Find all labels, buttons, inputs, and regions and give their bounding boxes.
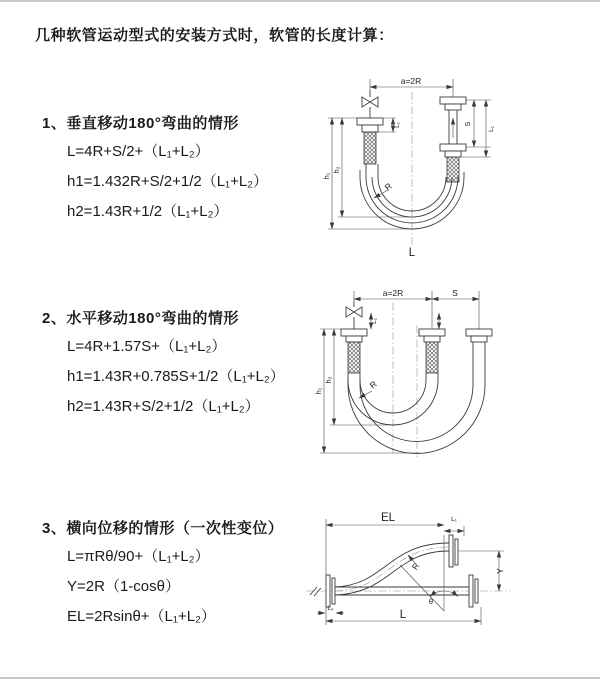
flange [440, 97, 466, 104]
middle-pipe-assembly [419, 329, 445, 373]
dim-label-y: Y [495, 568, 505, 574]
left-pipe-assembly [341, 301, 367, 373]
section-2-heading: 2、水平移动180°弯曲的情形 [42, 310, 239, 327]
section-1-formula-3: h2=1.43R+1/2（L₁+L₂） [67, 203, 229, 220]
section-2-formula-2: h1=1.43R+0.785S+1/2（L₁+L₂） [67, 368, 285, 385]
valve-icon [362, 97, 378, 107]
braided-section [364, 132, 376, 164]
flange [357, 118, 383, 125]
dimensions [328, 79, 491, 229]
dim-label-l1: L₁ [394, 122, 401, 128]
section-3-formula-2: Y=2R（1-cosθ） [67, 578, 180, 595]
dim-label-a2r: a=2R [400, 76, 422, 86]
braided-section [447, 157, 459, 182]
upper-right-flange [449, 535, 458, 567]
dim-label-l2: L₂ [327, 605, 334, 612]
section-3-formula-1: L=πRθ/90+（L₁+L₂） [67, 548, 210, 565]
right-pipe-assembly [466, 329, 492, 363]
dim-label-r: R [409, 560, 422, 572]
braided-section [426, 342, 438, 373]
flange-nut [346, 336, 362, 342]
flange-nut [424, 336, 440, 342]
flange-nut [471, 336, 487, 342]
flange [419, 329, 445, 336]
flange-nut [445, 151, 461, 157]
left-pipe-assembly [357, 90, 383, 164]
flange-nut [362, 125, 378, 132]
flange [440, 144, 466, 151]
flange [341, 329, 367, 336]
dim-label-s: S [452, 288, 458, 298]
section-1-formula-1: L=4R+S/2+（L₁+L₂） [67, 143, 210, 160]
dim-label-h2: h₂ [324, 376, 333, 384]
diagram-lateral-displacement [298, 505, 590, 663]
dim-label-el: EL [380, 512, 396, 524]
pipe-walls [473, 342, 485, 363]
diagram-vertical-180 [310, 72, 590, 260]
dim-label-l1: L₁ [451, 516, 457, 523]
dim-label-l: L [399, 609, 407, 621]
valve-icon [346, 307, 362, 317]
dim-label-l: L [408, 247, 416, 259]
flange-nut [445, 104, 461, 110]
dim-label-a2r: a=2R [382, 288, 404, 298]
dim-label-h1: h₁ [314, 387, 323, 395]
diagram-horizontal-180 [308, 285, 590, 462]
page-title: 几种软管运动型式的安装方式时，软管的长度计算： [35, 27, 394, 44]
centerline [393, 303, 417, 457]
section-1-heading: 1、垂直移动180°弯曲的情形 [42, 115, 239, 132]
dim-label-h1: h₁ [322, 172, 331, 180]
section-2-formula-1: L=4R+1.57S+（L₁+L₂） [67, 338, 227, 355]
anchor-tick [310, 587, 321, 596]
centerline [306, 547, 510, 591]
section-3-formula-3: EL=2Rsinθ+（L₁+L₂） [67, 608, 216, 625]
dim-label-r: R [382, 180, 394, 193]
dim-label-r: R [367, 378, 379, 391]
dim-label-s: S [463, 121, 472, 127]
dimensions [320, 291, 479, 453]
section-3-heading: 3、横向位移的情形（一次性变位） [42, 520, 284, 537]
braided-section [348, 342, 360, 373]
dimension-labels [327, 512, 505, 621]
hose-arcs [348, 363, 485, 454]
flange [466, 329, 492, 336]
dimensions [317, 519, 504, 625]
right-pipe-assembly [440, 97, 466, 182]
dimension-labels [322, 76, 495, 259]
dim-label-l1-right: L₁ [488, 126, 495, 132]
dim-label-h2: h₂ [332, 166, 341, 174]
section-2-formula-3: h2=1.43R+S/2+1/2（L₁+L₂） [67, 398, 260, 415]
dim-label-l1: L₁ [371, 318, 378, 324]
section-1-formula-2: h1=1.432R+S/2+1/2（L₁+L₂） [67, 173, 269, 190]
dim-label-theta: θ [428, 597, 434, 606]
